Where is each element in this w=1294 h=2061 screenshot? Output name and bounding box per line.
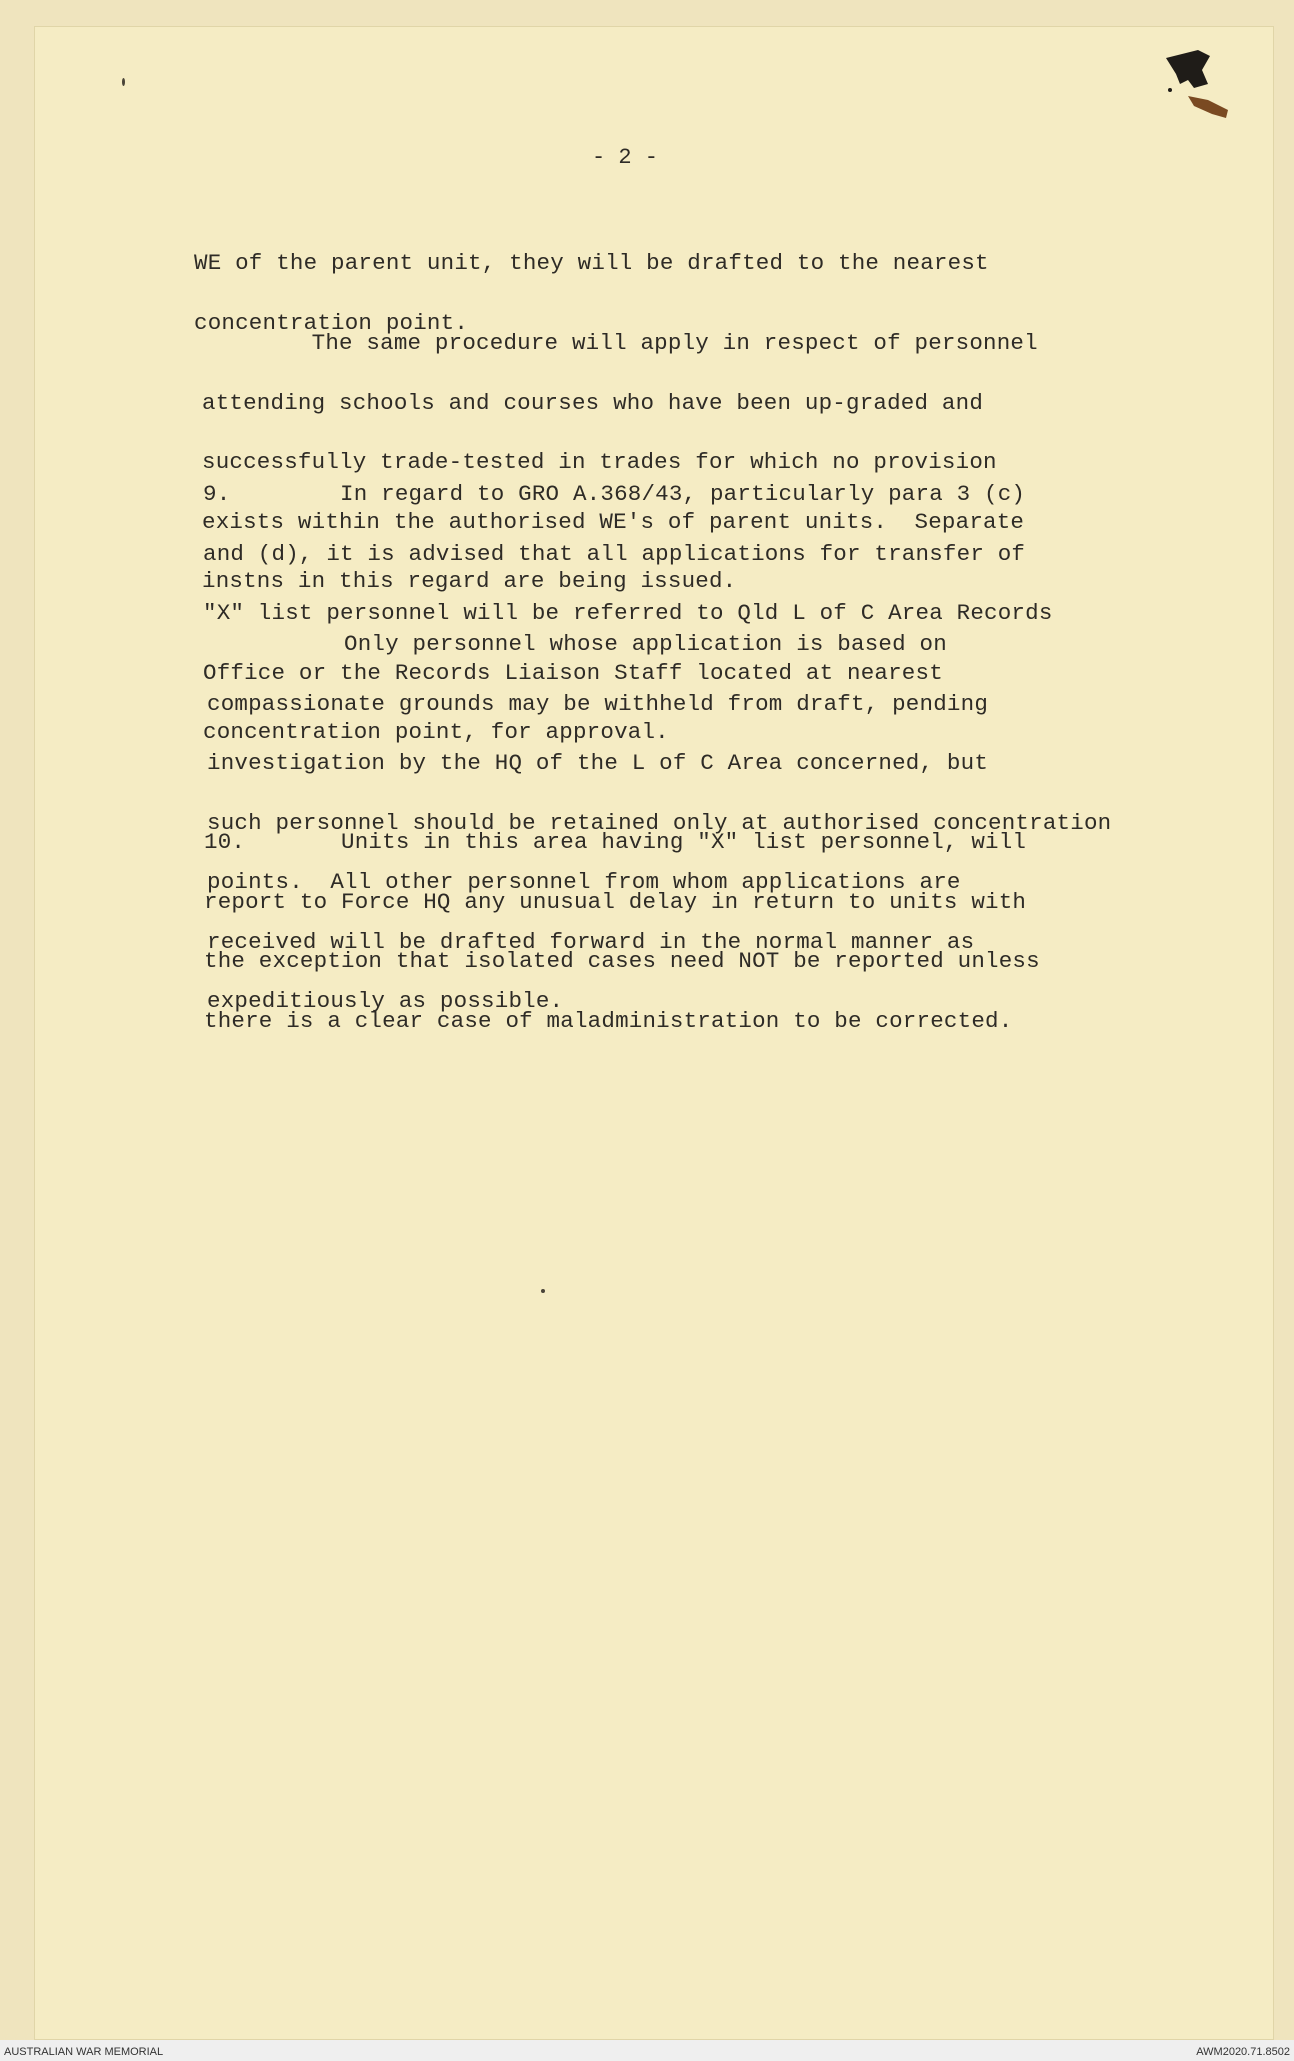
text-line: attending schools and courses who have been up-graded and xyxy=(202,389,984,416)
text-line: points. All other personnel from whom applications are xyxy=(207,869,961,895)
text-line: and (d), it is advised that all applications for transfer of xyxy=(203,540,1026,567)
footer-bar xyxy=(0,2040,1294,2061)
footer-institution: AUSTRALIAN WAR MEMORIAL xyxy=(4,2046,164,2058)
text-line: 10. Units in this area having "X" list personnel, will xyxy=(204,829,1027,855)
text-line: such personnel should be retained only at authorised concentration xyxy=(207,809,1112,836)
text-line: successfully trade-tested in trades for which no provision xyxy=(202,449,997,475)
text-line: the exception that isolated cases need NOT be reported unless xyxy=(204,948,1040,974)
paper-speck xyxy=(541,1289,545,1293)
text-line: WE of the parent unit, they will be drafted to the nearest xyxy=(194,250,989,276)
page-number: - 2 - xyxy=(592,145,659,170)
text-line: compassionate grounds may be withheld from draft, pending xyxy=(207,690,989,717)
text-line: instns in this regard are being issued. xyxy=(202,568,737,594)
text-line: The same procedure will apply in respect of personnel xyxy=(202,330,1038,356)
text-line: concentration point. xyxy=(194,309,469,336)
text-line: 9. In regard to GRO A.368/43, particularly para 3 (c) xyxy=(203,481,1026,507)
text-line: concentration point, for approval. xyxy=(203,719,669,745)
text-line: investigation by the HQ of the L of C Area concerned, but xyxy=(207,750,989,776)
paragraph-10 xyxy=(204,795,1040,1069)
text-line: there is a clear case of maladministration to be corrected. xyxy=(204,1007,1013,1034)
text-line: exists within the authorised WE's of parent units. Separate xyxy=(202,508,1025,535)
text-line: Office or the Records Liaison Staff located at nearest xyxy=(203,659,943,686)
torn-corner-mark xyxy=(1158,44,1232,130)
text-line: "X" list personnel will be referred to Qld L of C Area Records xyxy=(203,600,1053,626)
text-line: report to Force HQ any unusual delay in return to units with xyxy=(204,888,1027,915)
footer-accession-number: AWM2020.71.8502 xyxy=(1196,2046,1290,2058)
text-line: received will be drafted forward in the normal manner as xyxy=(207,928,975,955)
text-line: expeditiously as possible. xyxy=(207,988,564,1014)
paper-speck xyxy=(122,78,125,86)
text-line: Only personnel whose application is based on xyxy=(207,631,947,657)
